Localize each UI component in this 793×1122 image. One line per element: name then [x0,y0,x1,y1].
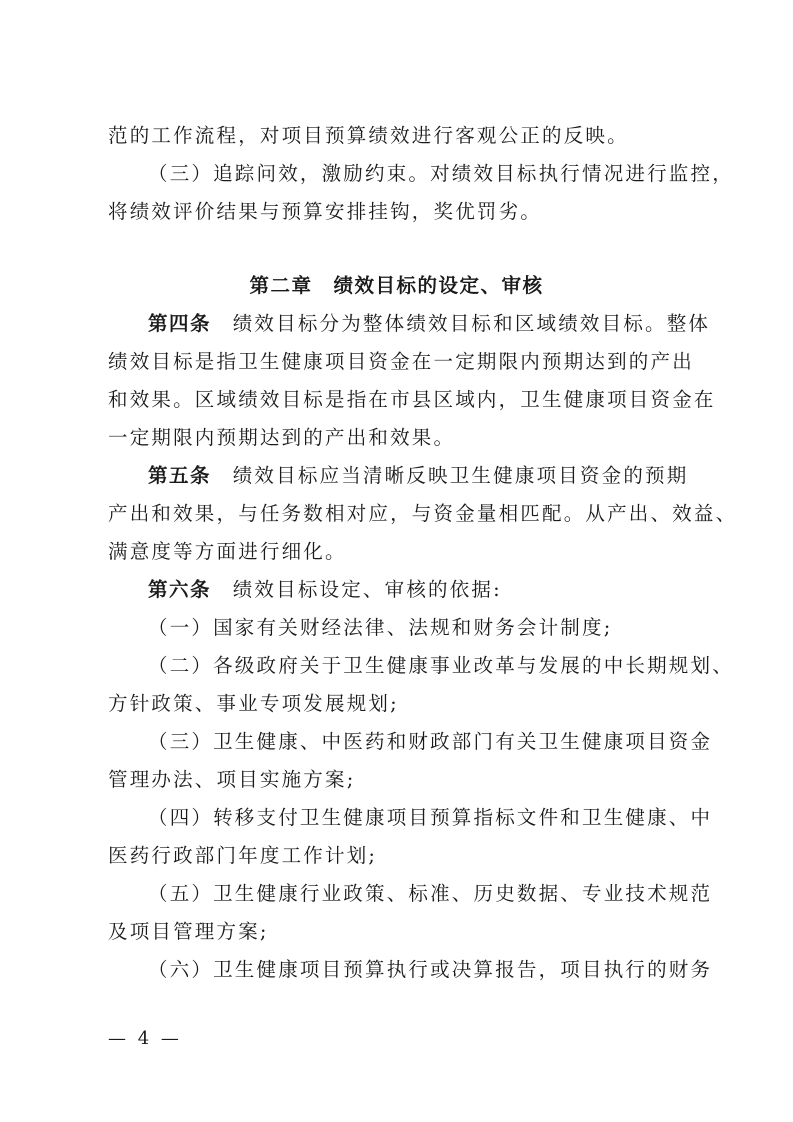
article-4-line: 第四条 绩效目标分为整体绩效目标和区域绩效目标。整体 [148,312,711,335]
article-label: 第四条 [148,312,212,335]
article-label: 第六条 [148,578,212,601]
paragraph-line: 产出和效果，与任务数相对应，与资金量相匹配。从产出、效益、 [108,502,738,525]
article-5-line: 第五条 绩效目标应当清晰反映卫生健康项目资金的预期 [148,464,689,487]
list-item: （六）卫生健康项目预算执行或决算报告，项目执行的财务 [148,958,713,981]
list-item-continuation: 方针政策、事业专项发展规划; [108,692,399,715]
list-item: （一）国家有关财经法律、法规和财务会计制度; [148,616,613,639]
list-item-continuation: 医药行政部门年度工作计划; [108,844,378,867]
list-item-continuation: 管理办法、项目实施方案; [108,768,356,791]
article-label: 第五条 [148,464,212,487]
paragraph-line: 绩效目标是指卫生健康项目资金在一定期限内预期达到的产出 [108,350,694,373]
page-number: — 4 — [108,1028,182,1049]
list-item: （五）卫生健康行业政策、标准、历史数据、专业技术规范 [148,882,713,905]
list-item: （二）各级政府关于卫生健康事业改革与发展的中长期规划、 [148,654,734,677]
paragraph-line: 一定期限内预期达到的产出和效果。 [108,426,456,449]
paragraph-line: 和效果。区域绩效目标是指在市县区域内，卫生健康项目资金在 [108,388,716,411]
article-6-line: 第六条 绩效目标设定、审核的依据: [148,578,502,601]
paragraph-line: （三）追踪问效，激励约束。对绩效目标执行情况进行监控， [148,162,734,185]
list-item-continuation: 及项目管理方案; [108,920,269,943]
list-item: （四）转移支付卫生健康项目预算指标文件和卫生健康、中 [148,806,713,829]
paragraph-line: 将绩效评价结果与预算安排挂钩，奖优罚劣。 [108,200,543,223]
chapter-title: 第二章 绩效目标的设定、审核 [249,274,544,297]
paragraph-line: 范的工作流程，对项目预算绩效进行客观公正的反映。 [108,124,629,147]
paragraph-line: 满意度等方面进行细化。 [108,540,347,563]
list-item: （三）卫生健康、中医药和财政部门有关卫生健康项目资金 [148,730,713,753]
